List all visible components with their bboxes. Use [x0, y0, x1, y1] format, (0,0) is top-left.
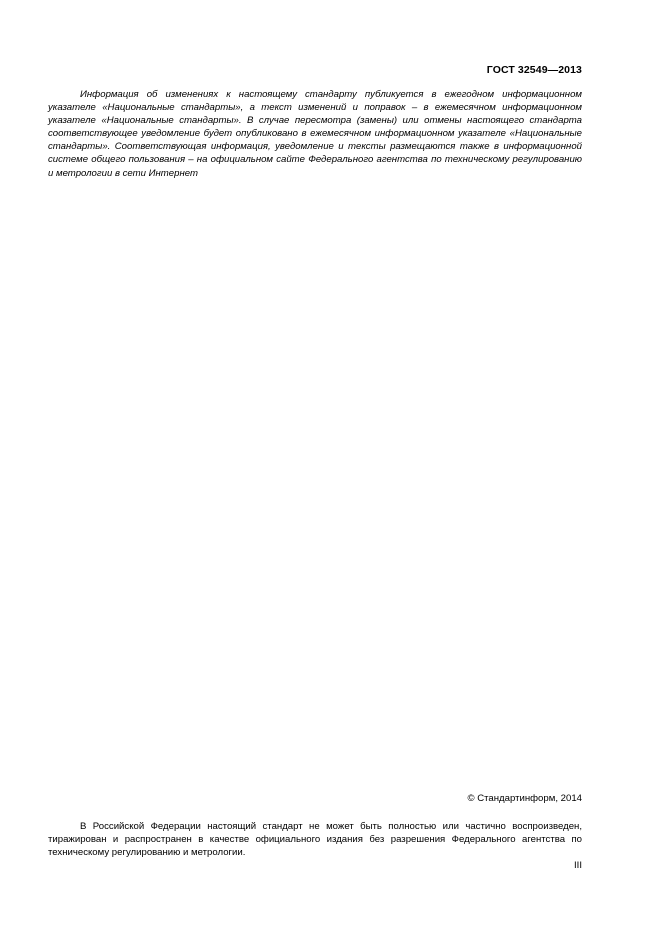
- page-number: III: [574, 860, 582, 871]
- amendments-info-paragraph: Информация об изменениях к настоящему стандарту публикуется в ежегодном информационном указателе «Национальные стандарты», а текст изменений и поправок – в ежемесячном информационном указателе «Национальные стандарты». В случае пересмотра (замены) или отмены настоящего стандарта соответствующее уведомление будет опубликовано в ежемесячном информационном указателе «Национальные стандарты». Соответствующая информация, уведомление и тексты размещаются также в информационной системе общего пользования – на официальном сайте Федерального агентства по техническому регулированию и метрологии в сети Интернет: [48, 89, 582, 179]
- reproduction-rights-paragraph: В Российской Федерации настоящий стандарт не может быть полностью или частично воспроизведен, тиражирован и распространен в качестве официального издания без разрешения Федерального агентства по техническому регулированию и метрологии.: [48, 821, 582, 859]
- copyright-notice: © Стандартинформ, 2014: [467, 793, 582, 804]
- document-id-header: ГОСТ 32549—2013: [486, 64, 582, 76]
